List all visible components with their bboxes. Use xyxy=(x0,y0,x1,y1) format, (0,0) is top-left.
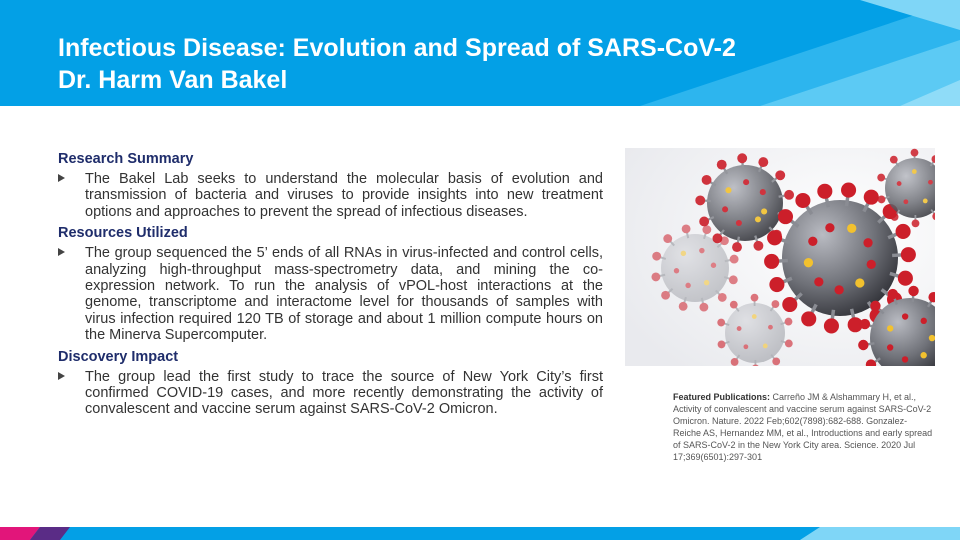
virus-particle xyxy=(651,224,738,311)
discovery-impact-bullet xyxy=(58,369,603,418)
bullet-arrow-icon xyxy=(58,174,65,182)
research-summary-bullet xyxy=(58,171,603,220)
featured-publications xyxy=(673,391,935,463)
resources-utilized-bullet xyxy=(58,245,603,343)
footer-bar xyxy=(0,527,960,540)
title-line-2: Dr. Harm Van Bakel xyxy=(58,66,288,94)
bullet-arrow-icon xyxy=(58,248,65,256)
publications-text: Carreño JM & Alshammary H, et al., Activity of convalescent and vaccine serum against SARS-CoV-2 Omicron. Nature. 2022 Feb;602(7898):682-688. Gonzalez-Reiche AS, Hernandez MM, et al., Introductions and early spread of SARS-CoV-2 in the New York City area. Science. 2020 Jul 17;369(6501):297-301 xyxy=(673,392,933,462)
bullet-arrow-icon xyxy=(58,372,65,380)
title-line-1: Infectious Disease: Evolution and Spread of SARS-CoV-2 xyxy=(58,34,736,62)
footer-decoration xyxy=(0,527,960,540)
publications-label: Featured Publications: xyxy=(673,392,771,402)
research-summary-heading: Research Summary xyxy=(58,151,194,167)
page-title xyxy=(58,32,736,96)
resources-utilized-text: The group sequenced the 5’ ends of all RNAs in virus-infected and control cells, analyzing high-throughput mass-spectrometry data, and mining the co-expression network. To run the analysis of vPOL-host interactions at the genome, transcriptome and interactome level for thousands of samples with virus infection required 120 TB of storage and about 1 million compute hours on the Minerva Supercomputer. xyxy=(85,245,603,344)
resources-utilized-heading: Resources Utilized xyxy=(58,225,188,242)
discovery-impact-heading: Discovery Impact xyxy=(58,348,179,365)
discovery-impact-text: The group lead the first study to trace the source of New York City’s first confirmed COVID-19 cases, and more recently demonstrating the activity of convalescent and vaccine serum against SARS-CoV-2 Omicron. xyxy=(85,368,603,418)
content-column xyxy=(58,150,603,422)
coronavirus-image xyxy=(625,148,935,366)
title-banner xyxy=(0,0,960,106)
research-summary-text: The Bakel Lab seeks to understand the molecular basis of evolution and transmission of bacteria and viruses to provide insights into new treatment options and approaches to prevent the spread of infectious diseases. xyxy=(85,171,603,220)
